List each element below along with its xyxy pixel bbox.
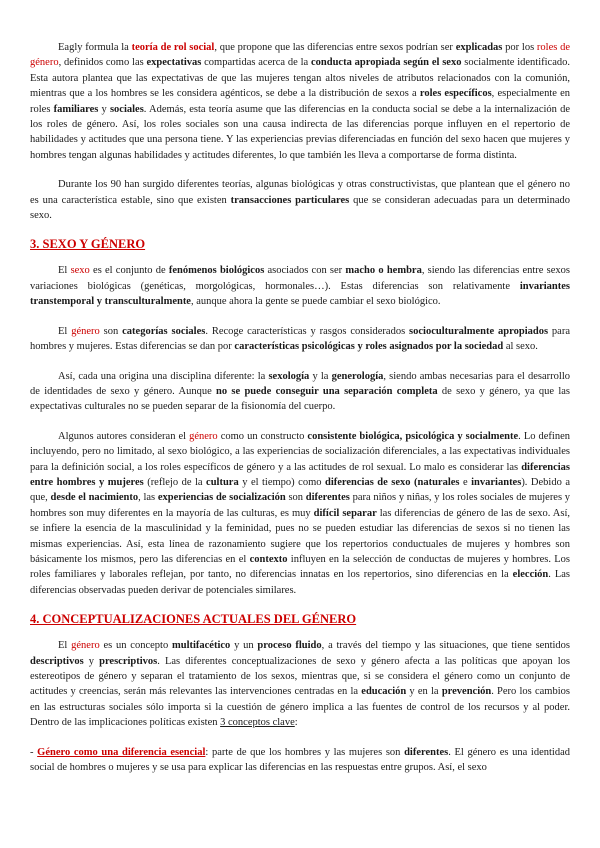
section-heading-sexo-genero: 3. SEXO Y GÉNERO bbox=[30, 237, 146, 252]
paragraph-genero-construct: Algunos autores consideran el género como un constructo consistente biológica, psicológica y socialmente. Lo definen incluyendo, pero no limitado, al sexo biológico, a las experiencias de socialización diferenciales, a las expectativas individuales para la definición social, a los roles específicos de género y a las actitudes de rol sexual. Lo malo es considerar las diferencias entre hombres y mujeres (reflejo de la cultura y el tiempo) como diferencias de sexo (naturales e invariantes). Debido a que, desde el nacimiento, las experiencias de socialización son diferentes para niños y niñas, y los roles sociales de mujeres y hombres son muy diferentes en la mayoría de las culturas, es muy difícil separar las diferencias de género de las de sexo. Así, se infiere la esencia de la masculinidad y la feminidad, pues no se pueden estudiar las diferencias de sexos si no tienen las mismas experiencias. Así, esta línea de razonamiento sugiere que los repertorios conductuales de mujeres y hombres son básicamente los mismos, pero las diferencias en el contexto influyen en la selección de conductas de mujeres y hombres. Los roles familiares y laborales reflejan, por tanto, no diferencias innatas en los repertorios, sino diferencias en la elección. Las diferencias observadas pueden derivar de potenciales similares. bbox=[30, 430, 571, 596]
paragraph-90s-theories: Durante los 90 han surgido diferentes teorías, algunas biológicas y otras constructivistas, que plantean que el género no es una característica estable, sino que existen transacciones particulares que se consideran adecuadas para un determinado sexo. bbox=[30, 179, 570, 222]
document-body bbox=[30, 40, 570, 789]
list-item-diferencia-esencial: - Género como una diferencia esencial: parte de que los hombres y las mujeres son diferentes. El género es una identidad social de hombres o mujeres y se usa para explicar las diferencias en las respuestas entre grupos. Así, el sexo bbox=[30, 746, 570, 774]
section-heading-conceptualizaciones: 4. CONCEPTUALIZACIONES ACTUALES DEL GÉNERO bbox=[30, 612, 357, 627]
paragraph-disciplines: Así, cada una origina una disciplina diferente: la sexología y la generología, siendo ambas necesarias para el desarrollo de identidades de sexo y género. Aunque no se puede conseguir una separación completa de sexo y género, ya que las expectativas culturales no se pueden separar de la fisionomía del cuerpo. bbox=[30, 370, 570, 413]
paragraph-sexo-definition: El sexo es el conjunto de fenómenos biológicos asociados con ser macho o hembra, siendo las diferencias entre sexos variaciones biológicas (genéticas, morgológicas, hormonales…). Estas diferencias son relativamente invariantes transtemporal y transculturalmente, aunque ahora la gente se puede cambiar el sexo biológico. bbox=[30, 265, 570, 308]
paragraph-genero-definition: El género son categorías sociales. Recoge características y rasgos considerados socioculturalmente apropiados para hombres y mujeres. Estas diferencias se dan por características psicológicas y roles asignados por la sociedad al sexo. bbox=[30, 325, 570, 353]
paragraph-genero-multifaceted: El género es un concepto multifacético y un proceso fluido, a través del tiempo y las situaciones, que tiene sentidos descriptivos y prescriptivos. Las diferentes conceptualizaciones de sexo y género afecta a las políticas que apoyan los estereotipos de género y separan el tratamiento de los sexos, mientras que, si se considera el género como un conjunto de actitudes y creencias, serán más relevantes las intervenciones centradas en la educación y en la prevención. Pero los cambios en las estructuras sociales sólo importa si la cuestión de género implica a las fuentes de control de los recursos y al poder. Dentro de las implicaciones políticas existen 3 conceptos clave: bbox=[30, 640, 571, 729]
paragraph-eagly-theory: Eagly formula la teoría de rol social, que propone que las diferencias entre sexos podrían ser explicadas por los roles de género, definidos como las expectativas compartidas acerca de la conducta apropiada según el sexo socialmente identificado. Esta autora plantea que las expectativas de que las mujeres tengan altos niveles de atributos relacionados con la comunión, mientras que a los hombres se les considera agénticos, se debe a la distribución de sexos a roles específicos, especialmente en roles familiares y sociales. Además, esta teoría asume que las diferencias en la conducta social se debe a la internalización de los roles de género. Así, los roles sociales son una causa indirecta de las diferencias porque influyen en el repertorio de habilidades y actitudes que una persona tiene. Y las experiencias previas diferenciadas en función del sexo hacen que mujeres y hombres tengan algunas habilidades y actitudes diferentes, lo que también les lleva a comportarse de forma distinta. bbox=[30, 42, 571, 161]
